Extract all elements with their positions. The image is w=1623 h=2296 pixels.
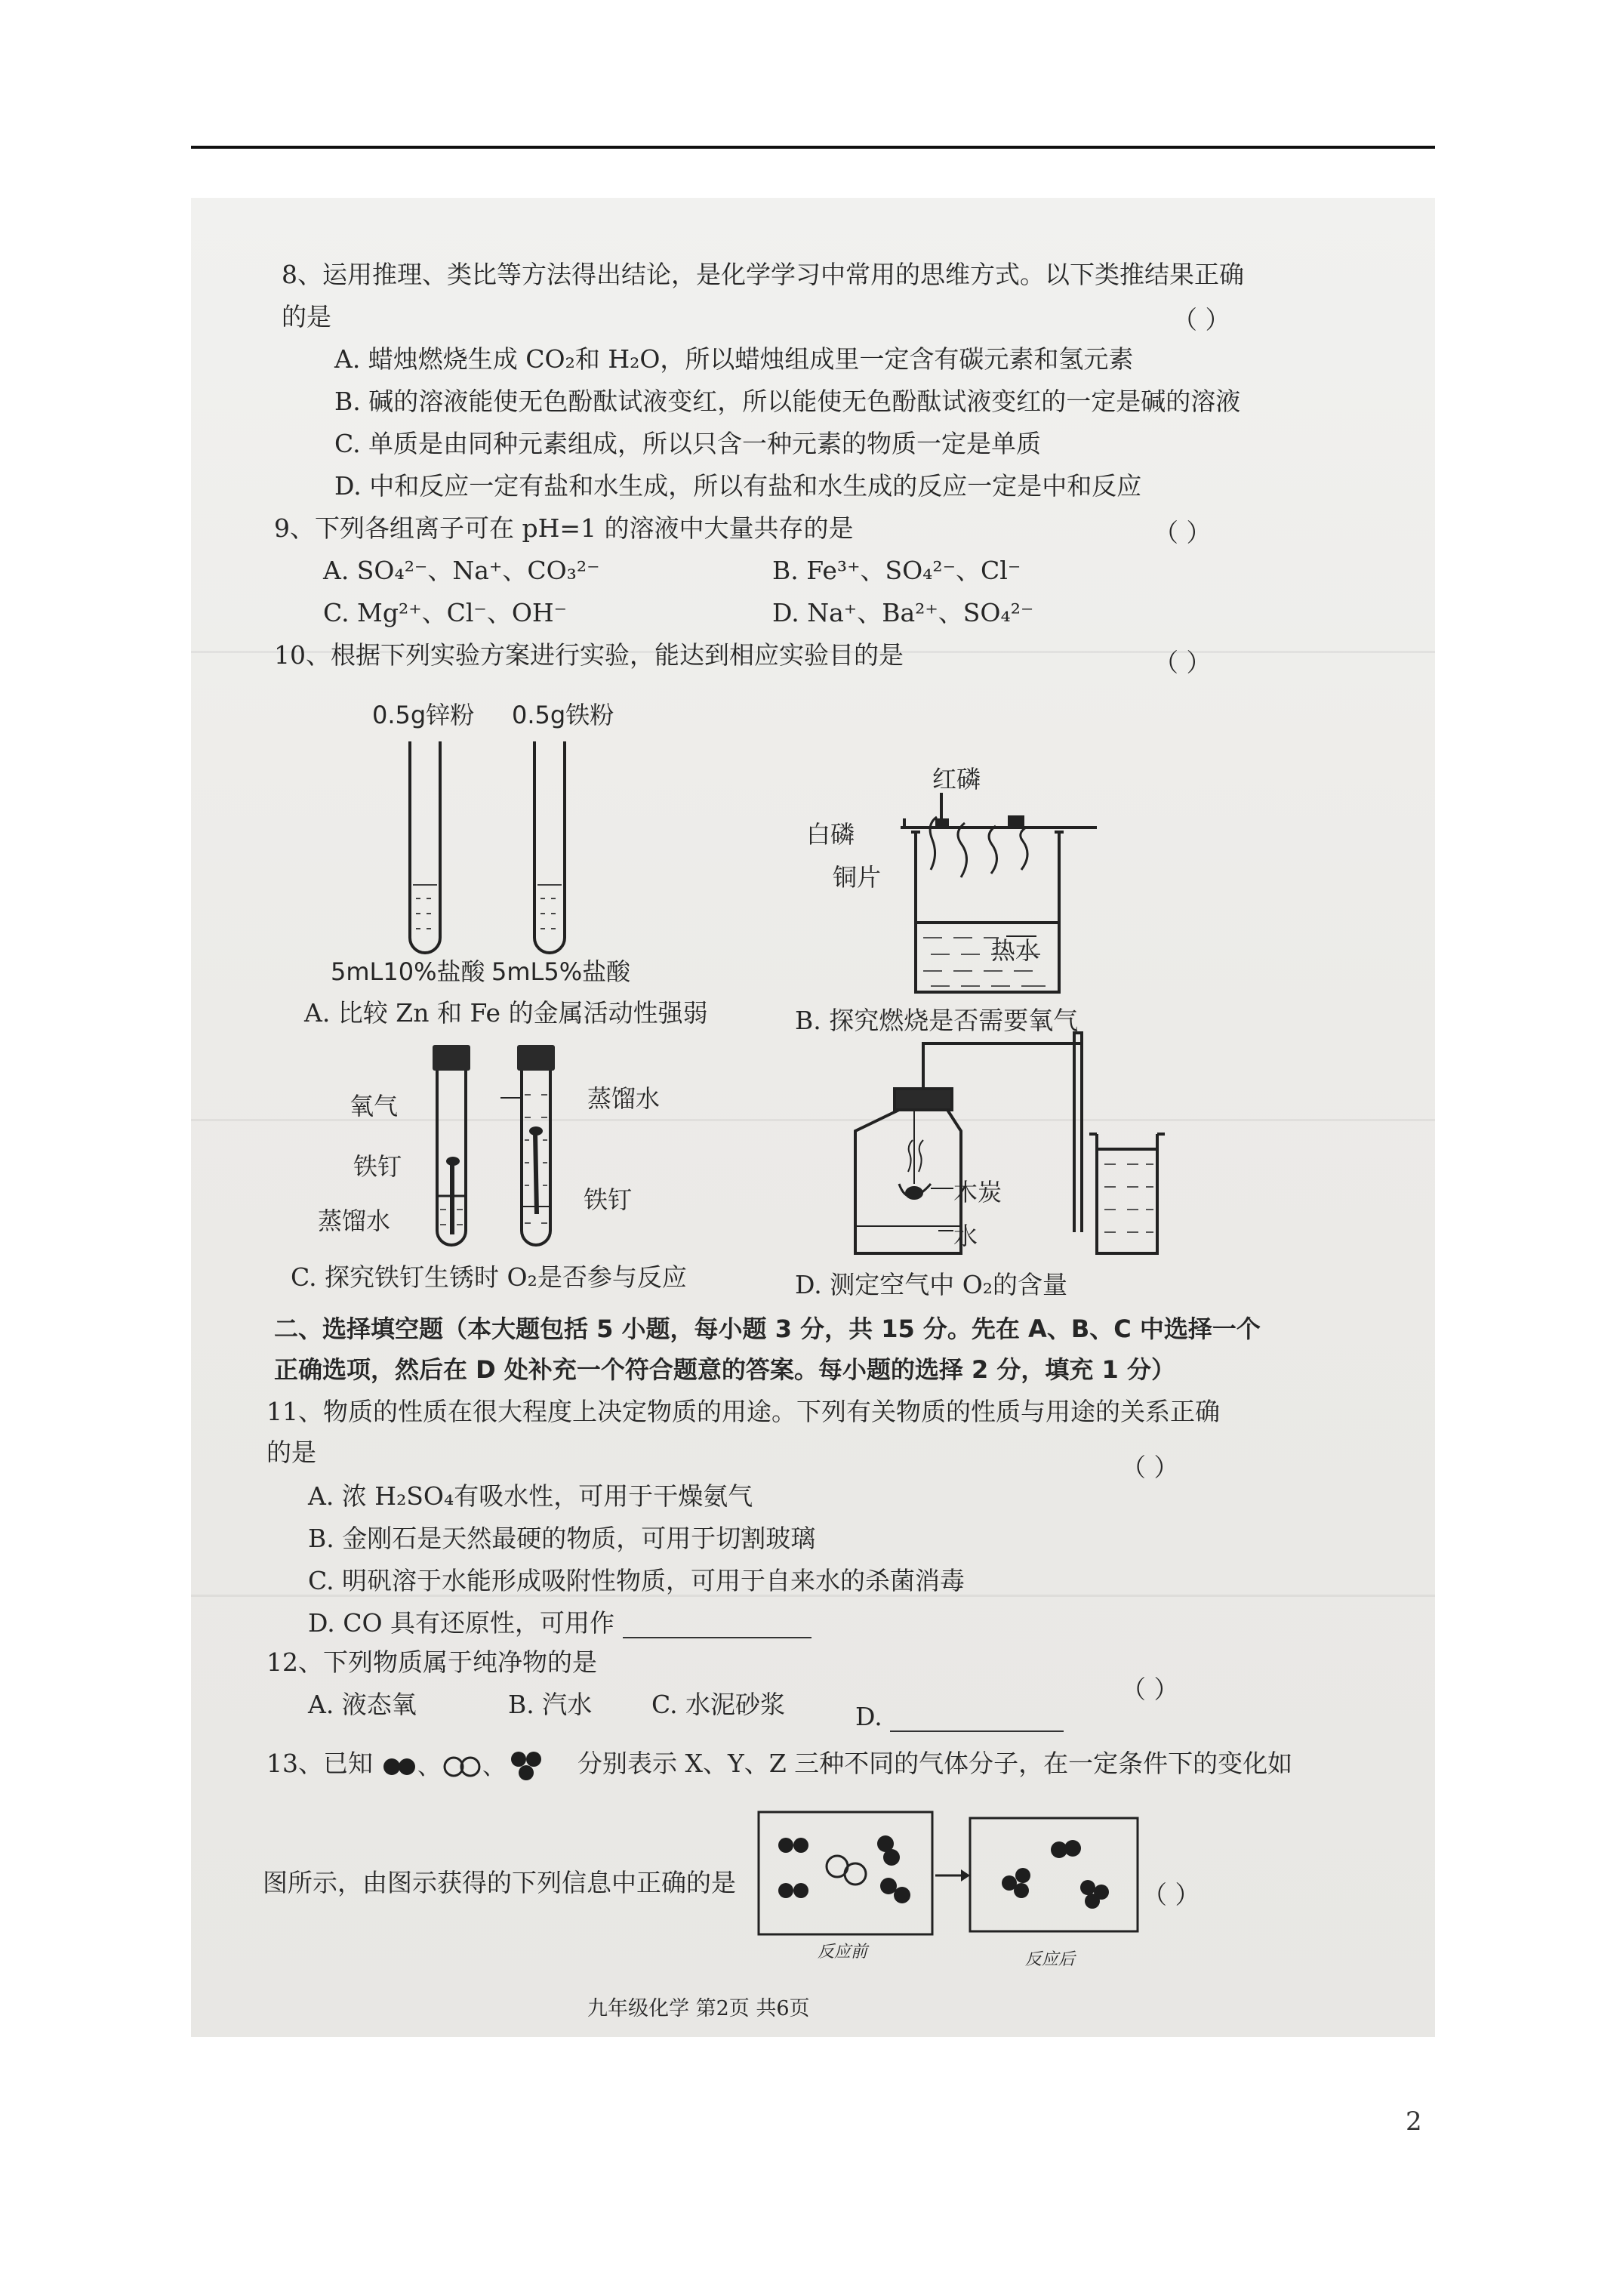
figC-test-tubes [410,1042,591,1268]
q8-option-d: D. 中和反应一定有盐和水生成，所以有盐和水生成的反应一定是中和反应 [334,471,1142,501]
figA-acid1-label: 5mL10%盐酸 [331,957,485,986]
q11-stem-line2: 的是 [266,1438,316,1467]
q11-option-c: C. 明矾溶于水能形成吸附性物质，可用于自来水的杀菌消毒 [308,1566,965,1595]
figC-nail2-label: 铁钉 [584,1185,633,1214]
q11-fill-blank[interactable] [623,1607,812,1638]
q9-option-c: C. Mg²⁺、Cl⁻、OH⁻ [323,598,568,627]
figC-nail1-label: 铁钉 [353,1152,402,1181]
figB-red-phosphorus-label: 红磷 [932,765,981,794]
q8-stem-line1: 8、运用推理、类比等方法得出结论，是化学学习中常用的思维方式。以下类推结果正确 [282,260,1244,289]
header-rule [191,146,1435,149]
q13-reaction-diagram [756,1809,1148,1952]
figB-copper-label: 铜片 [833,863,882,892]
q12-option-a: A. 液态氧 [308,1690,417,1719]
q13-before-label: 反应前 [818,1943,868,1962]
q12-option-c: C. 水泥砂浆 [651,1690,786,1719]
q10-stem: 10、根据下列实验方案进行实验，能达到相应实验目的是 [274,640,904,670]
q13-after-label: 反应后 [1025,1950,1076,1969]
figC-water1-label: 蒸馏水 [318,1207,391,1235]
section2-line2: 正确选项，然后在 D 处补充一个符合题意的答案。每小题的选择 2 分，填充 1 分） [274,1355,1175,1384]
figB-white-phosphorus-label: 白磷 [806,820,855,849]
figA-caption: A. 比较 Zn 和 Fe 的金属活动性强弱 [304,998,708,1028]
exam-photo [191,198,1435,2037]
q11-option-a: A. 浓 H₂SO₄有吸水性，可用于干燥氨气 [308,1481,753,1511]
q11-option-b: B. 金刚石是天然最硬的物质，可用于切割玻璃 [308,1524,816,1553]
figA-iron-label: 0.5g铁粉 [512,701,614,729]
q8-option-c: C. 单质是由同种元素组成，所以只含一种元素的物质一定是单质 [334,429,1042,458]
section2-line1: 二、选择填空题（本大题包括 5 小题，每小题 3 分，共 15 分。先在 A、B、C 中选择一个 [274,1314,1261,1343]
figA-acid2-label: 5mL5%盐酸 [491,957,631,986]
q9-answer-paren: （ ） [1153,518,1212,547]
q9-stem: 9、下列各组离子可在 pH=1 的溶液中大量共存的是 [274,513,854,543]
q13-molecule-legend [381,1750,570,1780]
figB-caption: B. 探究燃烧是否需要氧气 [795,1006,1079,1035]
q8-stem-line2: 的是 [282,302,331,331]
figB-hot-water-label: 热水 [991,936,1040,965]
figD-water-label: 水 [953,1222,978,1250]
figA-zinc-label: 0.5g锌粉 [372,701,475,729]
figB-beaker-apparatus [848,787,1104,1013]
figC-water2-label: 蒸馏水 [587,1084,661,1113]
q12-stem: 12、下列物质属于纯净物的是 [266,1647,597,1677]
q8-answer-paren: （ ） [1172,305,1230,334]
svg-text:、: 、 [482,1754,505,1780]
q9-option-b: B. Fe³⁺、SO₄²⁻、Cl⁻ [772,556,1021,585]
figD-caption: D. 测定空气中 O₂的含量 [795,1270,1068,1299]
figD-apparatus [840,1028,1157,1270]
q13-stem-post: 分别表示 X、Y、Z 三种不同的气体分子，在一定条件下的变化如 [577,1749,1293,1778]
q9-option-a: A. SO₄²⁻、Na⁺、CO₃²⁻ [323,556,600,585]
svg-text:、: 、 [417,1754,440,1780]
q11-stem-line1: 11、物质的性质在很大程度上决定物质的用途。下列有关物质的性质与用途的关系正确 [266,1397,1220,1426]
q12-fill-blank[interactable] [890,1700,1064,1732]
q11-option-d-text: D. CO 具有还原性，可用作 [308,1608,615,1638]
q11-answer-paren: （ ） [1121,1453,1179,1482]
page-footer: 九年级化学 第2页 共6页 [587,1997,810,2020]
q8-option-b: B. 碱的溶液能使无色酚酞试液变红，所以能使无色酚酞试液变红的一定是碱的溶液 [334,387,1241,416]
figC-caption: C. 探究铁钉生锈时 O₂是否参与反应 [291,1262,687,1292]
q13-stem-line2: 图所示，由图示获得的下列信息中正确的是 [263,1868,736,1897]
q13-stem-pre: 13、已知 [266,1749,373,1778]
q12-option-d [855,1700,1064,1732]
q13-answer-paren: （ ） [1142,1880,1200,1909]
figD-charcoal-label: 木炭 [953,1178,1002,1207]
q12-option-b: B. 汽水 [508,1690,593,1719]
q10-answer-paren: （ ） [1153,648,1212,677]
page-number: 2 [1406,2106,1422,2137]
q12-option-d-text: D. [855,1702,882,1731]
q12-answer-paren: （ ） [1121,1675,1179,1704]
figC-oxygen-label: 氧气 [350,1092,399,1120]
q13-stem [266,1749,1292,1780]
q9-option-d: D. Na⁺、Ba²⁺、SO₄²⁻ [772,598,1034,627]
q11-option-d [308,1607,812,1638]
q8-option-a: A. 蜡烛燃烧生成 CO₂和 H₂O，所以蜡烛组成里一定含有碳元素和氢元素 [334,344,1134,374]
